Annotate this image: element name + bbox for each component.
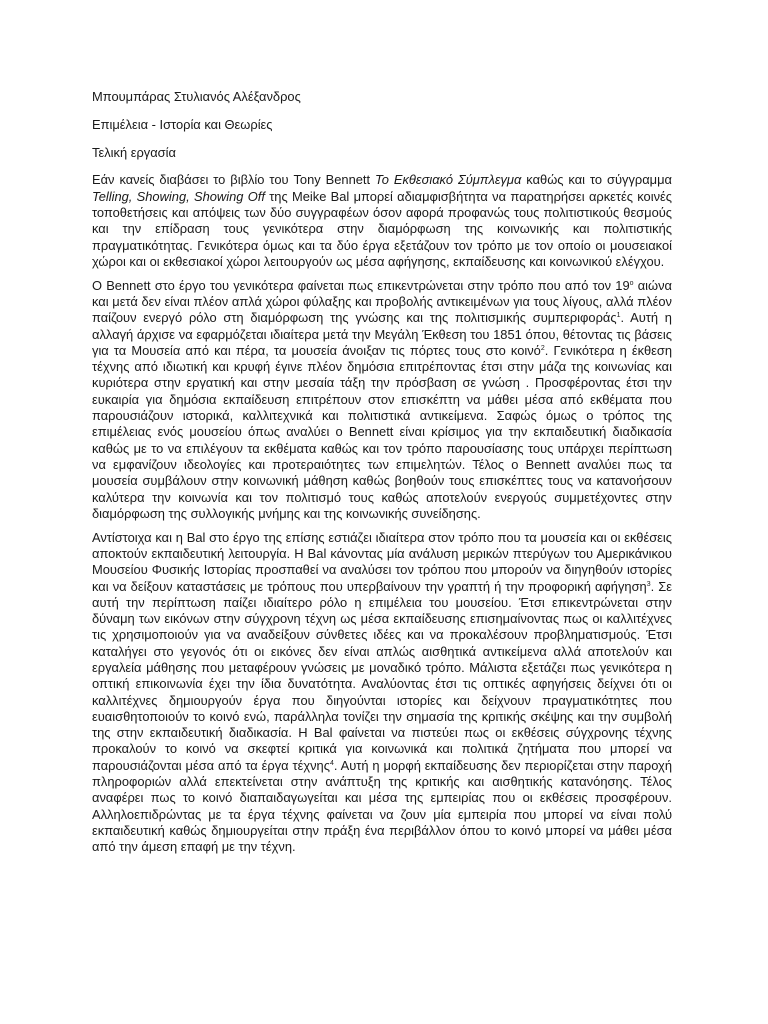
intro-text-1: Εάν κανείς διαβάσει το βιβλίο του Tony Bennett [92,172,376,188]
bennett-text-3: . Αυτή η αλλαγή άρχισε να εφαρμόζεται ιδιαίτερα μετά την Μεγάλη Έκθεση του 1851 όπου, θέτοντας τις βάσεις για τα Μουσεία από και πέρα, τα μουσεία άνοιξαν τις πόρτες τους στο κοινό [92,310,672,358]
book-title-bennett: Το Εκθεσιακό Σύμπλεγμα [375,172,522,188]
book-title-bal: Telling, Showing, Showing Off [92,188,265,204]
footnote-ref-1[interactable]: 1 [616,312,621,320]
bal-text-1: Αντίστοιχα και η Bal στο έργο της επίσης εστιάζει ιδιαίτερα στον τρόπο που τα μουσεία και οι εκθέσεις αποκτούν εκπαιδευτική λειτουργία. Η Bal κάνοντας μία ανάλυση μερικών πτερύγων του Αμερικάνικου Μουσείου Φυσικής Ιστορίας προσπαθεί να αναλύσει τον τρόπου που μπορούν να διηγηθούν ιστορίες και να δείξουν καταστάσεις με τρόπους που υπερβαίνουν την γραπτή ή την προφορική αφήγηση [92,529,672,594]
footnote-ref-2[interactable]: 2 [540,344,545,352]
bal-text-3: . Αυτή η μορφή εκπαίδευσης δεν περιορίζεται στην παροχή πληροφοριών αλλά επεκτείνεται στην ανάπτυξη της κριτικής και αισθητικής κατανόησης. Τέλος αναφέρει πως το κοινό διαπαιδαγωγείται και μέσα της εμπειρίας που οι εκθέσεις προσφέρουν. Αλληλοεπιδρώντας με τα έργα τέχνης φαίνεται να ζουν μία εμπειρία που μπορεί να είναι πολύ εκπαιδευτική καθώς δημιουργείται στην πράξη ένα περιβάλλον όπου το κοινό μπορεί να μάθει μέσα από την άμεση επαφή με την τέχνη. [92,757,672,855]
footnote-ref-4[interactable]: 4 [329,759,334,767]
intro-text-2: καθώς και το σύγγραμμα [521,172,672,188]
intro-paragraph [92,172,672,270]
bal-text-2: . Σε αυτή την περίπτωση παίζει ιδιαίτερο ρόλο η επιμέλεια του μουσείου. Έτσι επικεντρώνεται στην δύναμη των εικόνων στην σύγχρονη τέχνη ως μέσα εκπαίδευσης επισημαίνοντας πως οι καλλιτέχνες τις χρησιμοποιούν για να αναδείξουν σύνθετες ιδέες και να προκαλέσουν προβληματισμούς. Έτσι καταλήγει στο γεγονός ότι οι εικόνες δεν είναι απλώς αισθητικά αντικείμενα αλλά αποτελούν και εργαλεία μάθησης που μεταφέρουν γνώσεις με μοναδικό τρόπο. Μάλιστα εξετάζει πως γενικότερα η οπτική επικοινωνία έχει την ίδια δυνατότητα. Αναλύοντας έτσι τις οπτικές αφηγήσεις δείχνει ότι οι καλλιτέχνες δημιουργούν έργα που διηγούνται ιστορίες και δείχνουν πραγματικότητες που ευαισθητοποιούν το κοινό ενώ, παράλληλα τονίζει την σημασία της κριτικής σκέψης και την συμβολή της στην εκπαιδευτική διαδικασία. Η Bal φαίνεται να πιστεύει πως οι εκθέσεις σύγχρονης τέχνης προκαλούν το κοινό να σκεφτεί κριτικά για κοινωνικά και πολιτικά ζητήματα που μπορεί να παρουσιάζονται μέσα από τα έργα τέχνης [92,578,672,773]
bennett-text-4: . Γενικότερα η έκθεση τέχνης από ιδιωτική και κρυφή έγινε πλέον δημόσια επιτρέποντας έτσι στην μάζα της κοινωνίας και κυριότερα στην εργατική και στην μεσαία τάξη την πρόσβαση σε γνώση . Προσφέροντας έτσι την ευκαιρία για δημόσια εκπαίδευση επιτρέπουν στον επισκέπτη να μάθει μέσα από εκθέματα που παρουσιάζουν ιστορικά, καλλιτεχνικά και πολιτιστικά αντικείμενα. Σαφώς όμως ο τρόπος της επιμέλειας ενός μουσείου όπως αναλύει ο Bennett είναι κρίσιμος για την εκπαιδευτική διαδικασία καθώς με το να επιλέγουν τα εκθέματα καθώς και τον τρόπο παρουσίασης τους υπάρχει περίπτωση να εμφανίζουν ιδεολογίες και προτεραιότητες των επιμελητών. Τέλος ο Bennett αναλύει πως τα μουσεία συμβάλουν στην κοινωνική μάθηση καθώς βοηθούν τους επισκέπτες τους να κατανοήσουν καλύτερα την κοινωνία και τον πολιτισμό τους καθώς αποτελούν ενεργούς συμμετέχοντες στην διαμόρφωση της συλλογικής μνήμης και της κοινωνικής συνείδησης. [92,342,672,521]
bennett-text-2: αιώνα και μετά δεν είναι πλέον απλά χώροι φύλαξης και προβολής αντικειμένων για τους λίγους, αλλά πλέον παίζουν ενεργό ρόλο στη διαμόρφωση της γνώσης και της πολιτισμικής συμπεριφοράς [92,277,672,326]
ordinal-superscript: ο [629,279,634,287]
bennett-paragraph [92,278,672,522]
bennett-text-1: Ο Bennett στο έργο του γενικότερα φαίνεται πως επικεντρώνεται στην τρόπο που από τον 19 [92,277,630,293]
document-page [92,89,672,863]
intro-text-3: της Meike Bal μπορεί αδιαμφισβήτητα να παρατηρήσει αρκετές κοινές τοποθετήσεις και απόψεις των δύο συγγραφέων όσον αφορά προφανώς τους πολιτιστικούς θεσμούς και την επίδραση τους γενικότερα στην διαμόρφωση της κοινωνικής και πολιτιστικής πραγματικότητας. Γενικότερα όμως και τα δύο έργα εξετάζουν τον τρόπο με τον οποίο οι μουσειακοί χώροι και οι εκθεσιακοί χώροι λειτουργούν ως μέσα αφήγησης, εκπαίδευσης και κοινωνικού ελέγχου. [92,188,672,269]
footnote-ref-3[interactable]: 3 [646,580,651,588]
course-title: Επιμέλεια - Ιστορία και Θεωρίες [92,116,273,132]
bal-paragraph [92,530,672,856]
assignment-title: Τελική εργασία [92,144,176,160]
author-name: Μπουμπάρας Στυλιανός Αλέξανδρος [92,89,301,104]
